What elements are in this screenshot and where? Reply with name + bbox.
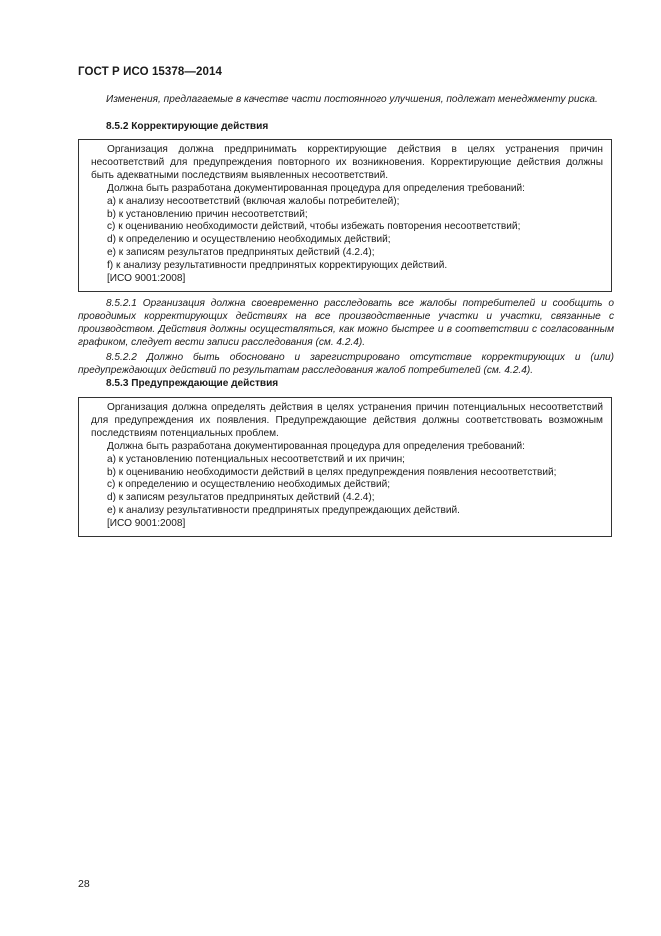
intro-paragraph [78,94,614,107]
box-852-reference: [ИСО 9001:2008] [107,273,186,285]
box-853-reference: [ИСО 9001:2008] [107,518,186,530]
list-item: e) к записям результатов предпринятых действий (4.2.4); [107,247,375,259]
list-item: f) к анализу результативности предпринятых корректирующих действий. [107,260,448,272]
list-item: b) к оцениванию необходимости действий в целях предупреждения появления несоответствий; [107,466,557,478]
section-8522-paragraph [78,352,614,378]
section-853-heading: 8.5.3 Предупреждающие действия [106,378,279,389]
section-852-heading-wrap [78,121,614,134]
box-852-para2: Должна быть разработана документированная процедура для определения требований: [107,182,525,194]
para-8522: 8.5.2.2 Должно быть обосновано и зарегистрировано отсутствие корректирующих и (или) предупреждающих действий по результатам расследования жалоб потребителей (см. 4.2.4). [78,352,614,376]
list-item: b) к установлению причин несоответствий; [107,208,308,220]
section-853-requirements-box [78,397,612,537]
page-number: 28 [78,878,90,890]
box-852-para1: Организация должна предпринимать корректирующие действия в целях устранения причин несоответствий для предупреждения повторного их возникновения. Корректирующие действия должны быть адекватными последствиям выявленных несоответствий. [91,144,603,181]
intro-text: Изменения, предлагаемые в качестве части постоянного улучшения, подлежат менеджменту риска. [106,94,598,105]
list-item: d) к определению и осуществлению необходимых действий; [107,234,391,246]
list-item: c) к определению и осуществлению необходимых действий; [107,479,391,491]
box-853-para2: Должна быть разработана документированная процедура для определения требований: [107,440,525,452]
document-header: ГОСТ Р ИСО 15378—2014 [78,66,223,78]
section-8521-paragraph [78,298,614,350]
list-item: d) к записям результатов предпринятых действий (4.2.4); [107,492,375,504]
list-item: c) к оцениванию необходимости действий, чтобы избежать повторения несоответствий; [107,221,521,233]
list-item: a) к анализу несоответствий (включая жалобы потребителей); [107,195,400,207]
box-853-para1: Организация должна определять действия в целях устранения причин потенциальных несоответствий для предупреждения их появления. Предупреждающие действия должны соответствовать возможным последствиям потенциальных проблем. [91,402,603,439]
list-item: e) к анализу результативности предпринятых предупреждающих действий. [107,505,460,517]
section-852-heading: 8.5.2 Корректирующие действия [106,121,269,132]
section-853-heading-wrap [78,378,614,391]
para-8521: 8.5.2.1 Организация должна своевременно расследовать все жалобы потребителей и сообщить о проводимых корректирующих действиях на все производственные участки и участки, связанные с производством. Действия должны осуществляться, как можно быстрее и в соответствии с согласованным графиком, следует вести записи расследования (см. 4.2.4). [78,298,614,348]
section-852-requirements-box [78,139,612,292]
list-item: a) к установлению потенциальных несоответствий и их причин; [107,453,405,465]
